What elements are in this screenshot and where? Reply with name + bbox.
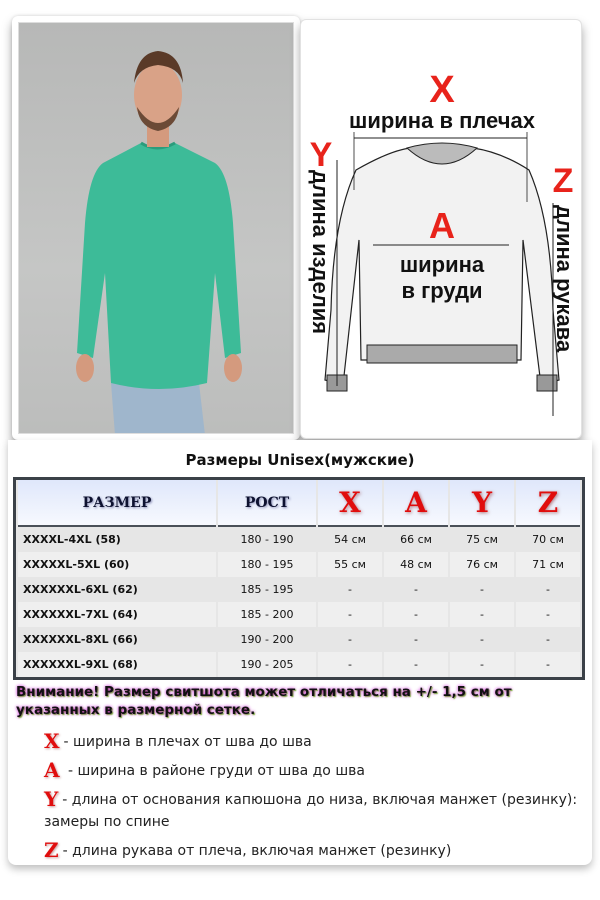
svg-text:X: X	[429, 69, 455, 111]
svg-text:ширина: ширина	[399, 252, 485, 277]
size-chart-section	[8, 440, 592, 865]
cell-size: XXXXXXL-7XL (64)	[18, 602, 216, 627]
cell-y: -	[450, 652, 514, 677]
legend-text-a: - ширина в районе груди от шва до шва	[63, 763, 365, 779]
cell-z: 70 см	[532, 533, 564, 546]
svg-text:ширина в плечах: ширина в плечах	[348, 108, 536, 133]
header-z: Z	[516, 480, 580, 527]
cell-size: XXXXXXL-6XL (62)	[23, 583, 138, 596]
legend-letter-a: A	[44, 758, 60, 782]
cell-height: 190 - 205	[218, 652, 316, 677]
cell-a: -	[384, 652, 448, 677]
cell-x: 55 см	[318, 552, 382, 577]
measurement-legend	[44, 730, 584, 868]
cell-x: -	[318, 652, 382, 677]
table-row	[18, 652, 580, 677]
legend-letter-x: X	[44, 729, 60, 753]
legend-item-a	[44, 759, 584, 782]
size-deviation-notice: Внимание! Размер свитшота может отличаться на +/- 1,5 см от указанных в размерной сетке.	[16, 684, 512, 718]
header-height: РОСТ	[218, 480, 316, 527]
header-a: A	[384, 480, 448, 527]
cell-x: -	[348, 633, 352, 646]
model-photo-illustration	[19, 23, 294, 434]
legend-text-x: - ширина в плечах от шва до шва	[63, 734, 312, 750]
cell-height: 180 - 195	[218, 552, 316, 577]
legend-item-x	[44, 730, 584, 753]
cell-a: -	[414, 583, 418, 596]
table-row	[18, 552, 580, 577]
legend-text-y: - длина от основания капюшона до низа, включая манжет (резинку): замеры по спине	[44, 792, 578, 830]
cell-x: 54 см	[334, 533, 366, 546]
legend-text-z: - длина рукава от плеча, включая манжет (резинку)	[62, 843, 452, 859]
svg-text:Z: Z	[552, 162, 574, 200]
cell-z: -	[516, 602, 580, 627]
cell-size: XXXXL-4XL (58)	[23, 533, 121, 546]
product-images	[12, 16, 588, 440]
header-y: Y	[450, 480, 514, 527]
size-table	[13, 477, 585, 680]
size-diagram-card	[300, 19, 582, 439]
header-size: РАЗМЕР	[18, 480, 216, 527]
cell-height: 180 - 190	[240, 533, 294, 546]
table-row	[18, 577, 580, 602]
cell-x: -	[318, 602, 382, 627]
legend-letter-y: Y	[44, 787, 59, 811]
table-row	[18, 627, 580, 652]
cell-height: 190 - 200	[240, 633, 294, 646]
svg-text:Y: Y	[309, 136, 333, 174]
svg-text:A: A	[429, 205, 455, 246]
cell-a: 66 см	[400, 533, 432, 546]
legend-letter-z: Z	[44, 838, 59, 862]
cell-size: XXXXXXL-8XL (66)	[23, 633, 138, 646]
cell-size: XXXXXXL-9XL (68)	[18, 652, 216, 677]
cell-y: 76 см	[450, 552, 514, 577]
cell-height: 185 - 200	[218, 602, 316, 627]
cell-y: -	[450, 602, 514, 627]
svg-text:в груди: в груди	[401, 278, 483, 303]
model-photo	[18, 22, 294, 434]
size-table-header	[18, 480, 580, 527]
cell-a: 48 см	[384, 552, 448, 577]
cell-y: -	[480, 633, 484, 646]
cell-z: -	[546, 583, 550, 596]
model-photo-card	[12, 16, 300, 440]
cell-y: 75 см	[466, 533, 498, 546]
cell-x: -	[348, 583, 352, 596]
svg-text:длина рукава: длина рукава	[552, 205, 577, 353]
cell-height: 185 - 195	[240, 583, 294, 596]
table-row	[18, 527, 580, 552]
table-row	[18, 602, 580, 627]
svg-text:длина изделия: длина изделия	[308, 170, 333, 335]
cell-z: -	[546, 633, 550, 646]
cell-z: 71 см	[516, 552, 580, 577]
sweatshirt-measurement-diagram	[301, 20, 582, 439]
cell-a: -	[414, 633, 418, 646]
size-table-title: Размеры Unisex(мужские)	[185, 451, 415, 469]
cell-size: XXXXXL-5XL (60)	[18, 552, 216, 577]
cell-y: -	[480, 583, 484, 596]
legend-item-z	[44, 839, 584, 862]
legend-item-y	[44, 788, 584, 833]
cell-a: -	[384, 602, 448, 627]
cell-z: -	[516, 652, 580, 677]
header-x: X	[318, 480, 382, 527]
